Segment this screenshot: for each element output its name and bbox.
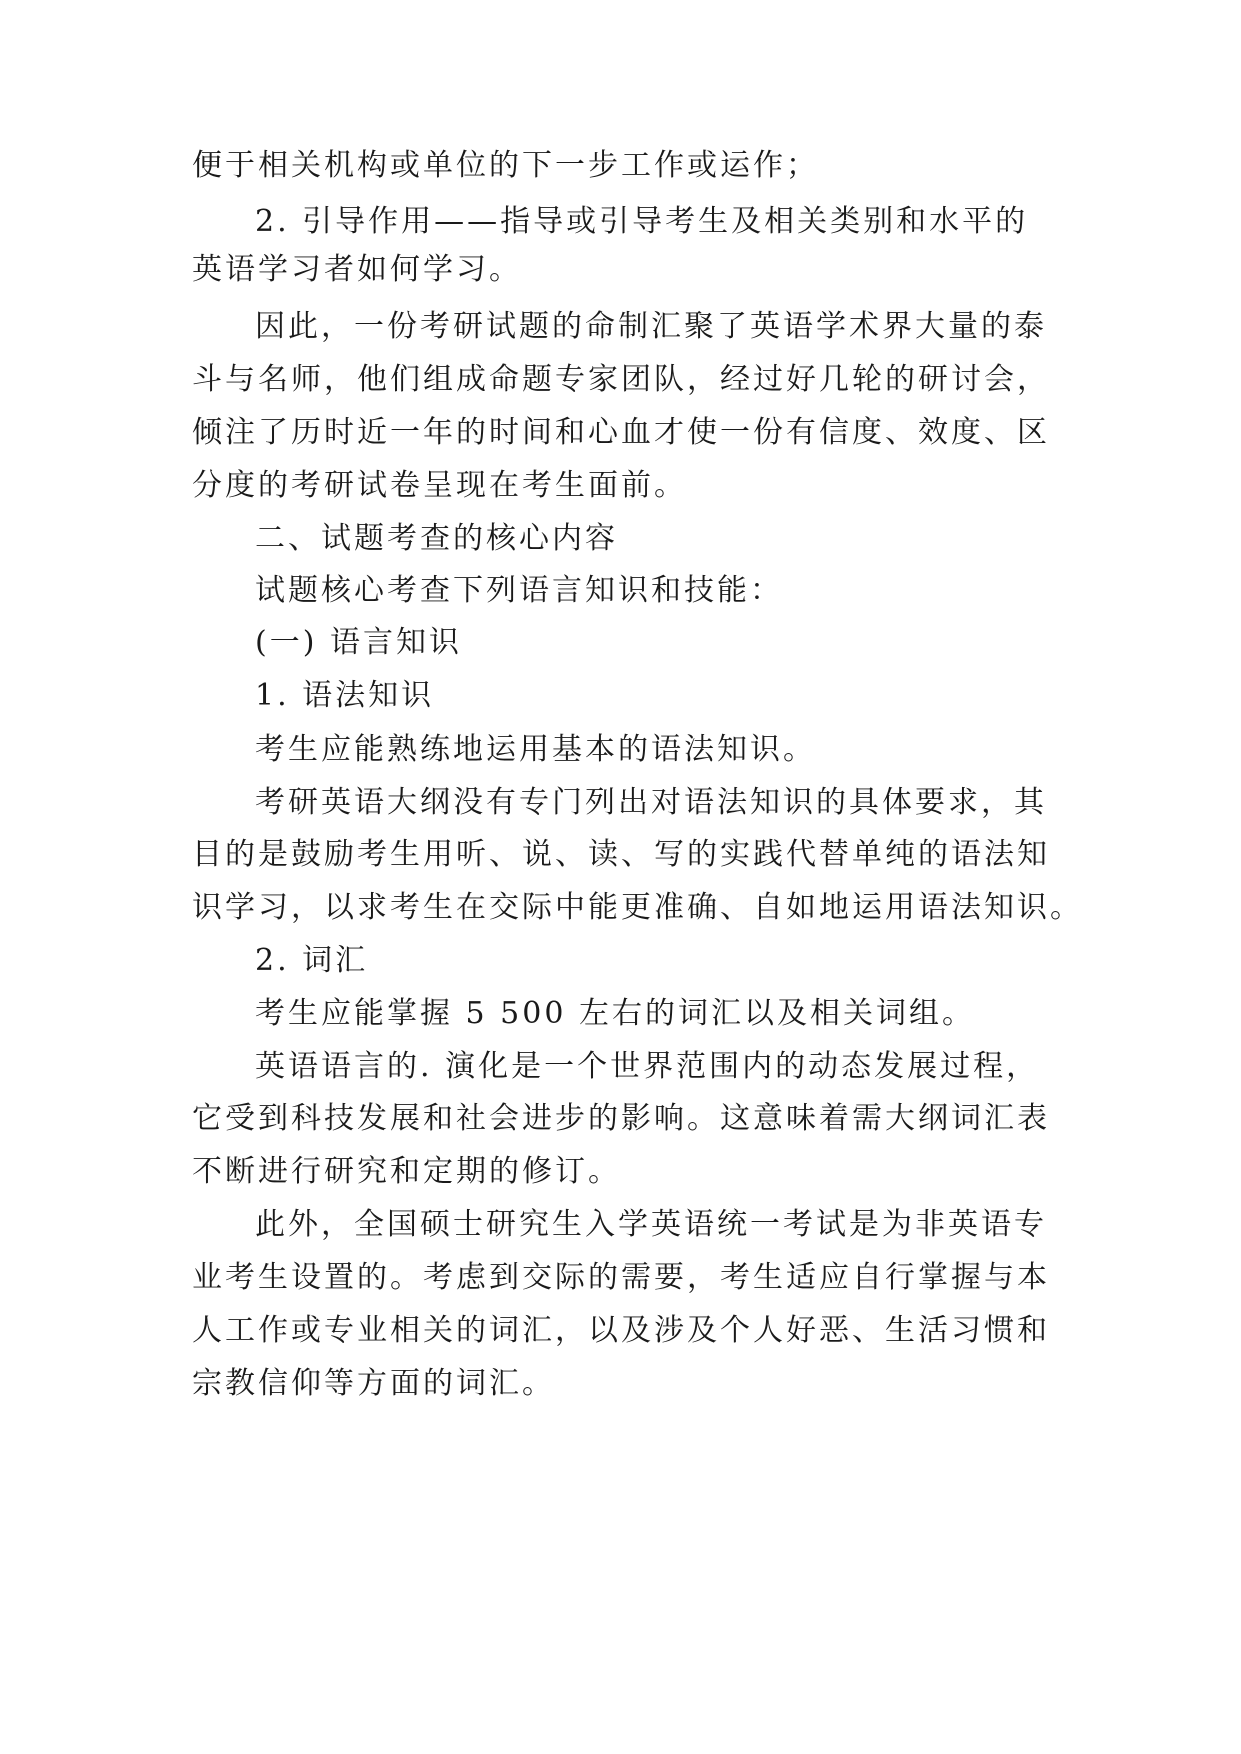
subsection-heading: 1. 语法知识 bbox=[255, 678, 435, 713]
subsection-heading: 2. 词汇 bbox=[255, 943, 369, 978]
text-line: 斗与名师，他们组成命题专家团队，经过好几轮的研讨会， bbox=[192, 362, 1050, 397]
text-line: 此外，全国硕士研究生入学英语统一考试是为非英语专 bbox=[255, 1207, 1047, 1242]
text-line: 考研英语大纲没有专门列出对语法知识的具体要求，其 bbox=[255, 785, 1047, 820]
text-line: 人工作或专业相关的词汇，以及涉及个人好恶、生活习惯和 bbox=[192, 1313, 1050, 1348]
text-line: 英语学习者如何学习。 bbox=[192, 252, 522, 287]
text-line: 考生应能掌握 5 500 左右的词汇以及相关词组。 bbox=[255, 996, 975, 1031]
text-line: 考生应能熟练地运用基本的语法知识。 bbox=[255, 732, 816, 767]
section-heading: 二、试题考查的核心内容 bbox=[255, 521, 618, 556]
text-line: 它受到科技发展和社会进步的影响。这意味着需大纲词汇表 bbox=[192, 1101, 1050, 1136]
text-line: 因此，一份考研试题的命制汇聚了英语学术界大量的泰 bbox=[255, 309, 1047, 344]
text-line: 识学习，以求考生在交际中能更准确、自如地运用语法知识。 bbox=[192, 890, 1083, 925]
text-line: 宗教信仰等方面的词汇。 bbox=[192, 1366, 555, 1401]
text-line: 英语语言的. 演化是一个世界范围内的动态发展过程， bbox=[255, 1049, 1040, 1084]
text-line: 倾注了历时近一年的时间和心血才使一份有信度、效度、区 bbox=[192, 415, 1050, 450]
text-line: 目的是鼓励考生用听、说、读、写的实践代替单纯的语法知 bbox=[192, 837, 1050, 872]
text-line: 分度的考研试卷呈现在考生面前。 bbox=[192, 468, 687, 503]
text-line: 不断进行研究和定期的修订。 bbox=[192, 1154, 621, 1189]
text-line: 2. 引导作用——指导或引导考生及相关类别和水平的 bbox=[255, 204, 1029, 239]
text-line: 便于相关机构或单位的下一步工作或运作； bbox=[192, 148, 819, 183]
text-line: 试题核心考查下列语言知识和技能： bbox=[255, 573, 783, 608]
text-line: 业考生设置的。考虑到交际的需要，考生适应自行掌握与本 bbox=[192, 1260, 1050, 1295]
subsection-heading: (一) 语言知识 bbox=[255, 625, 462, 660]
